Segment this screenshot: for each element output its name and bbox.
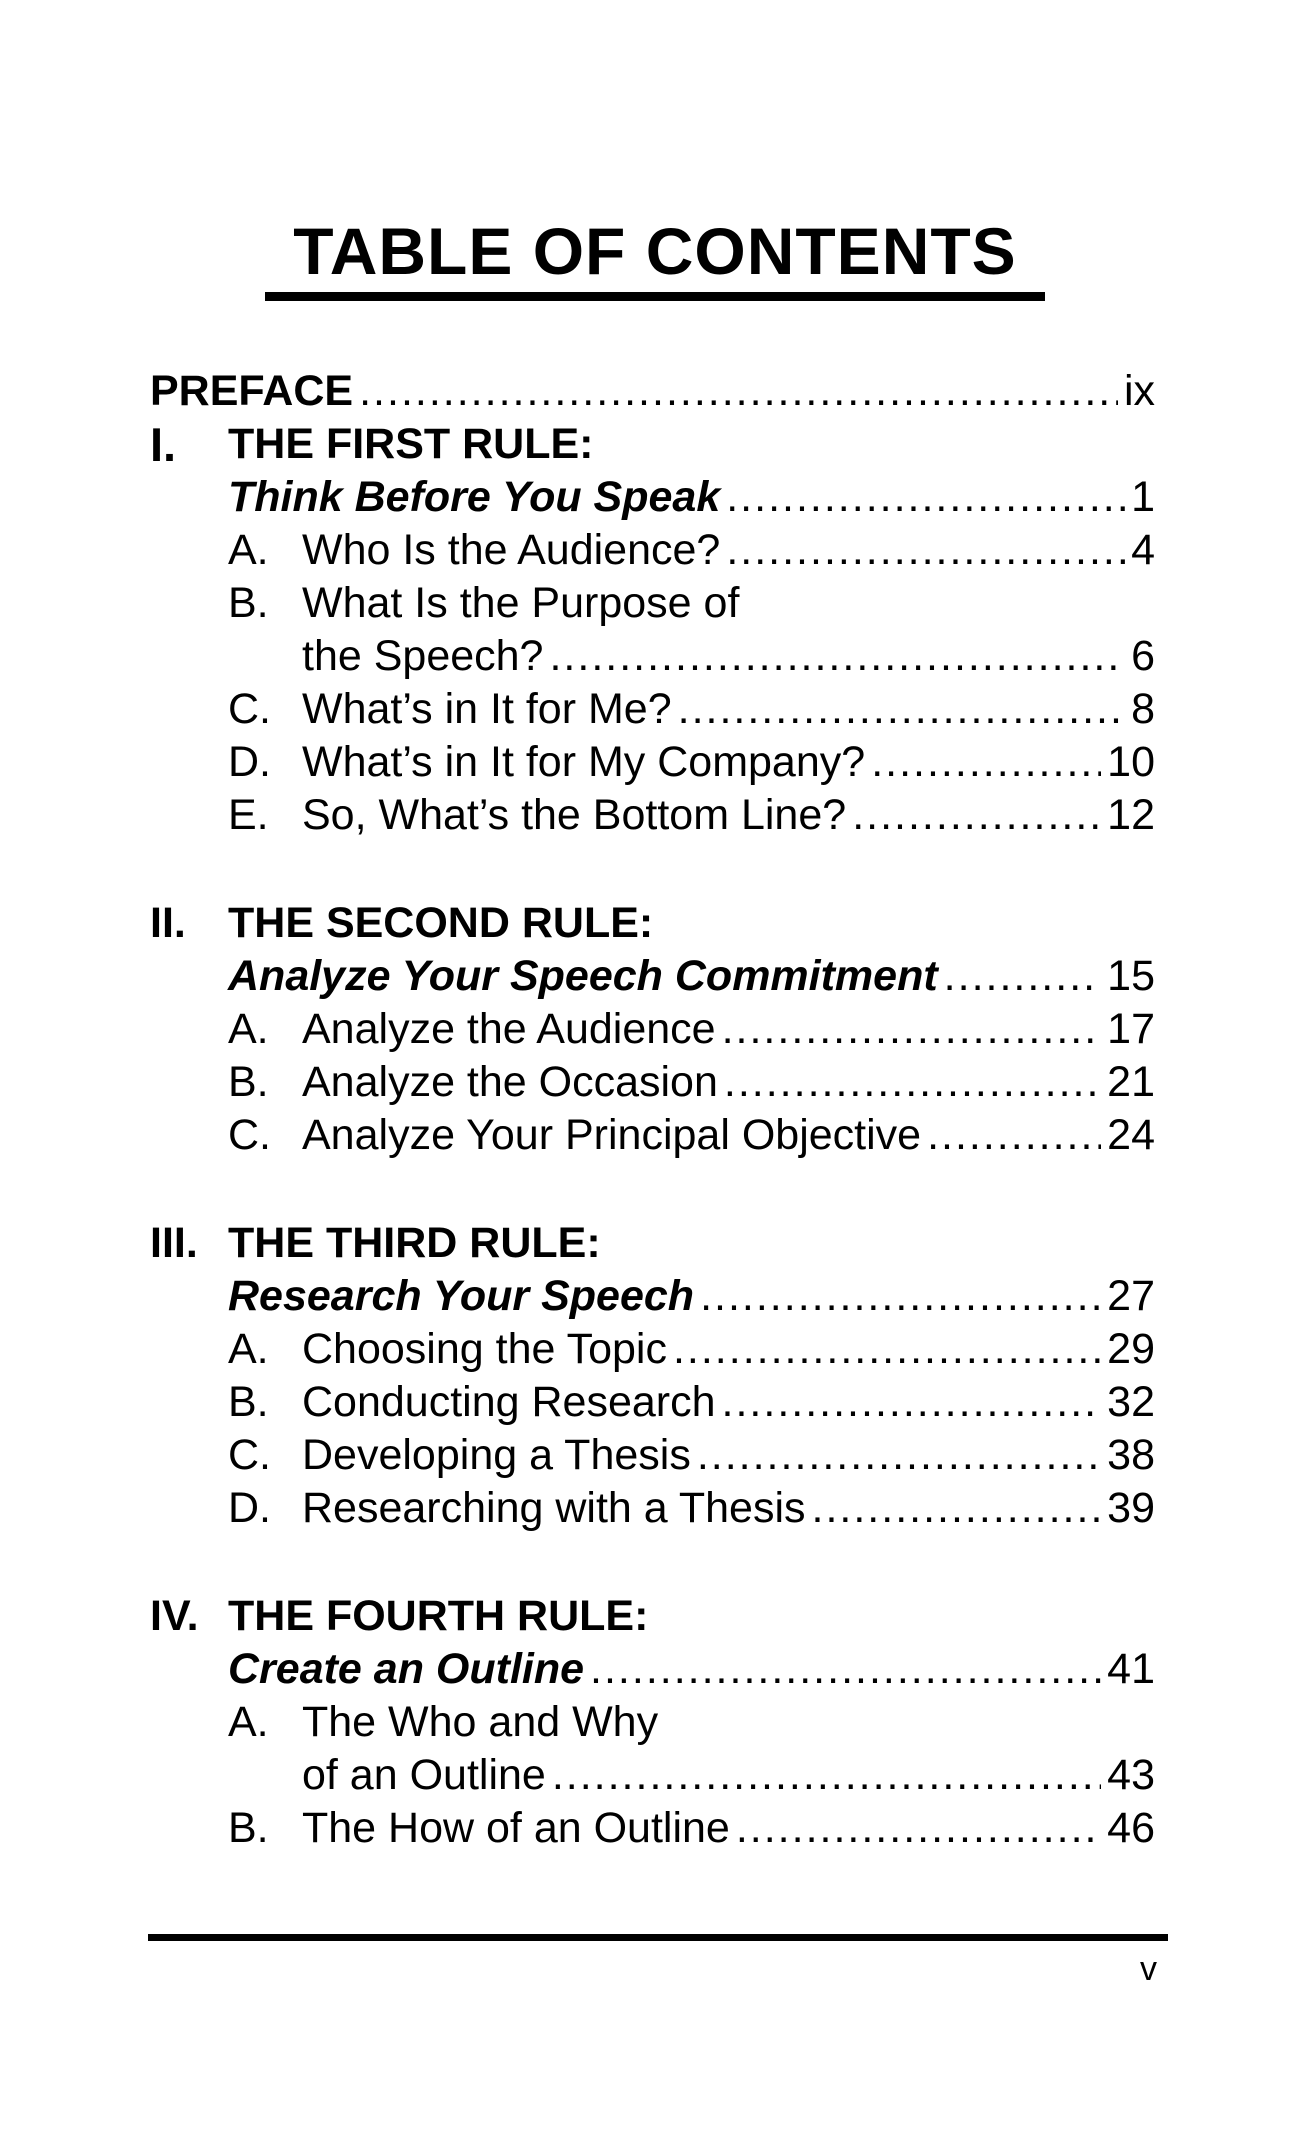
toc-entry[interactable] [150,1003,1155,1056]
page-number: 46 [1107,1804,1155,1852]
page-number: 29 [1107,1325,1155,1373]
section-title: THE FOURTH RULE: [228,1592,649,1640]
entry-text: Choosing the Topic [302,1325,667,1373]
footer-rule [148,1934,1168,1941]
chapter-subtitle: Create an Outline [228,1645,585,1693]
page-number: 8 [1131,685,1155,733]
entry-letter: C. [228,685,271,733]
page-number: 4 [1131,526,1155,574]
page-title-block [265,214,1045,301]
toc-entry[interactable] [150,789,1155,842]
entry-letter: E. [228,791,269,839]
toc-entry[interactable] [150,1802,1155,1855]
entry-letter: B. [228,1378,269,1426]
dot-leader [700,1270,1101,1323]
section-heading [150,897,1155,950]
section-number: IV. [150,1592,199,1640]
entry-letter: B. [228,579,269,627]
page-folio: v [1140,1950,1157,1988]
toc-entry[interactable] [150,683,1155,736]
page-number: 12 [1107,791,1155,839]
dot-leader [722,1003,1102,1056]
dot-leader [722,1376,1102,1429]
toc-entry[interactable] [150,1482,1155,1535]
entry-text: Analyze the Audience [302,1005,716,1053]
section-number: II. [150,899,186,947]
page-number: 1 [1131,473,1155,521]
toc-entry[interactable] [150,736,1155,789]
dot-leader [549,630,1125,683]
section-heading [150,418,1155,471]
dot-leader [927,1109,1101,1162]
toc-entry-chapter[interactable] [150,1270,1155,1323]
dot-leader [726,471,1125,524]
dot-leader [590,1643,1101,1696]
section-title: THE SECOND RULE: [228,899,654,947]
toc-entry[interactable] [150,1323,1155,1376]
page-title: TABLE OF CONTENTS [293,214,1017,288]
page-number: 17 [1107,1005,1155,1053]
dot-leader [673,1323,1101,1376]
table-of-contents [150,365,1155,1855]
page-number: 32 [1107,1378,1155,1426]
entry-letter: C. [228,1431,271,1479]
toc-entry-preface[interactable] [150,365,1155,418]
entry-text: What Is the Purpose of [302,579,740,627]
dot-leader [678,683,1125,736]
chapter-subtitle: Think Before You Speak [228,473,721,521]
toc-entry-continuation[interactable] [150,1749,1155,1802]
entry-letter: B. [228,1804,269,1852]
page-number: 43 [1107,1751,1155,1799]
entry-text: Analyze the Occasion [302,1058,718,1106]
entry-text: Analyze Your Principal Objective [302,1111,922,1159]
section-title: THE THIRD RULE: [228,1219,601,1267]
entry-text: Who Is the Audience? [302,526,721,574]
dot-leader [726,524,1125,577]
dot-leader [697,1429,1101,1482]
page-number: 10 [1107,738,1155,786]
entry-letter: A. [228,1325,269,1373]
page-number: 41 [1107,1645,1155,1693]
entry-text: What’s in It for My Company? [302,738,866,786]
toc-entry-chapter[interactable] [150,471,1155,524]
dot-leader [852,789,1101,842]
dot-leader [552,1749,1101,1802]
toc-entry[interactable] [150,1109,1155,1162]
chapter-subtitle: Research Your Speech [228,1272,695,1320]
toc-entry-continuation[interactable] [150,630,1155,683]
dot-leader [944,950,1101,1003]
page-number: 15 [1107,952,1155,1000]
page-number: 27 [1107,1272,1155,1320]
toc-entry[interactable] [150,1056,1155,1109]
page-number: 24 [1107,1111,1155,1159]
dot-leader [871,736,1101,789]
entry-text-continued: of an Outline [302,1751,546,1799]
entry-text: The Who and Why [302,1698,659,1746]
dot-leader [736,1802,1101,1855]
title-underline [265,292,1045,301]
entry-letter: D. [228,1484,271,1532]
chapter-subtitle: Analyze Your Speech Commitment [228,952,938,1000]
entry-letter: D. [228,738,271,786]
entry-text: What’s in It for Me? [302,685,672,733]
entry-text-continued: the Speech? [302,632,544,680]
entry-letter: A. [228,526,269,574]
toc-entry[interactable] [150,577,1155,630]
section-heading [150,1590,1155,1643]
entry-letter: A. [228,1005,269,1053]
page-number: 39 [1107,1484,1155,1532]
page-number: 38 [1107,1431,1155,1479]
preface-label: PREFACE [150,367,354,415]
section-title: THE FIRST RULE: [228,420,594,468]
entry-letter: B. [228,1058,269,1106]
entry-text: Conducting Research [302,1378,716,1426]
entry-text: The How of an Outline [302,1804,730,1852]
entry-letter: A. [228,1698,269,1746]
dot-leader [724,1056,1101,1109]
entry-text: Researching with a Thesis [302,1484,806,1532]
section-heading [150,1217,1155,1270]
entry-text: So, What’s the Bottom Line? [302,791,847,839]
entry-letter: C. [228,1111,271,1159]
page-number: 6 [1131,632,1155,680]
toc-entry[interactable] [150,1429,1155,1482]
section-number: III. [150,1219,198,1267]
entry-text: Developing a Thesis [302,1431,691,1479]
toc-entry[interactable] [150,1696,1155,1749]
toc-entry-chapter[interactable] [150,950,1155,1003]
dot-leader [359,365,1118,418]
dot-leader [812,1482,1102,1535]
toc-entry[interactable] [150,1376,1155,1429]
section-number: I. [150,418,177,471]
toc-entry[interactable] [150,524,1155,577]
page-number: 21 [1107,1058,1155,1106]
page-number: ix [1123,367,1155,415]
toc-entry-chapter[interactable] [150,1643,1155,1696]
